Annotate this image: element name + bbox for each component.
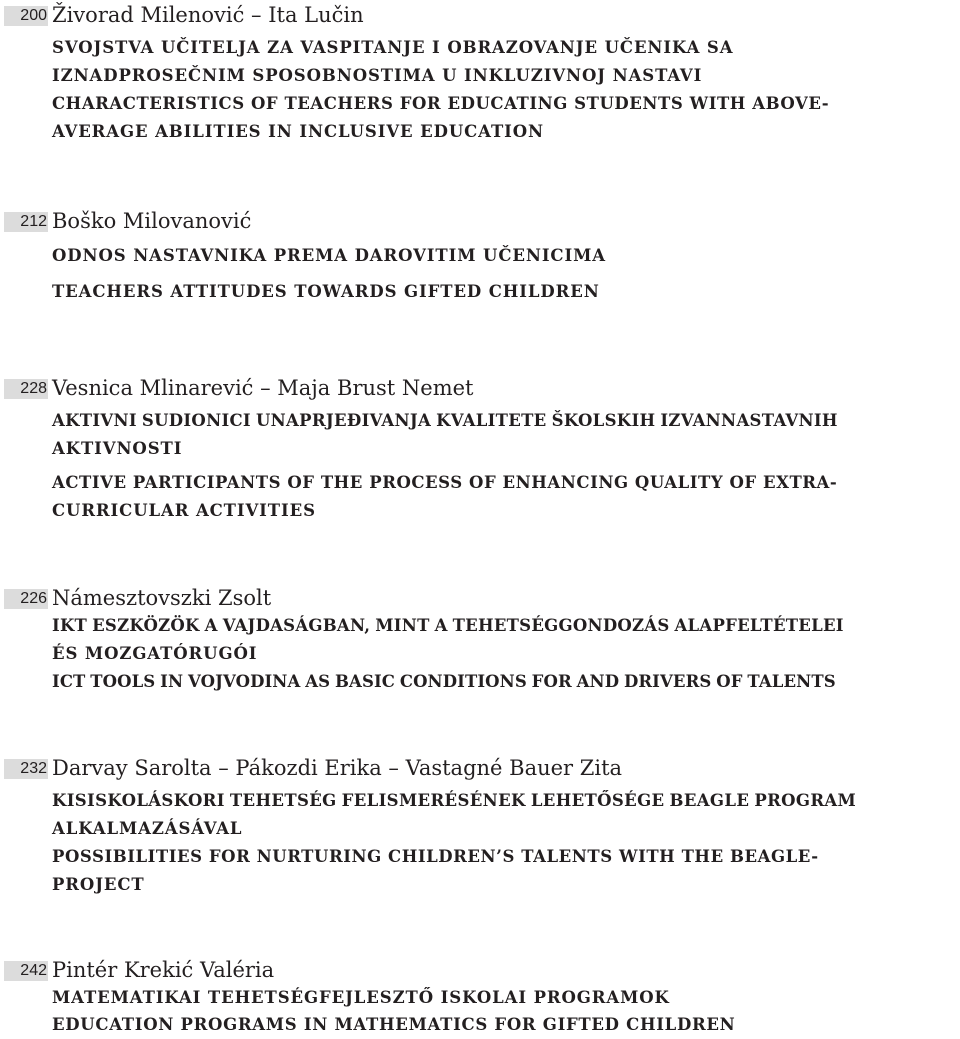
entry-title-line: ALKALMAZÁSÁVAL (52, 819, 243, 838)
entry-authors: Boško Milovanović (52, 209, 252, 233)
entry-title-line: AKTIVNOSTI (52, 439, 183, 458)
entry-title-line: AVERAGE ABILITIES IN INCLUSIVE EDUCATION (52, 122, 545, 141)
entry-title-line: CURRICULAR ACTIVITIES (52, 501, 316, 520)
entry-title-line: IKT ESZKÖZÖK A VAJDASÁGBAN, MINT A TEHETSÉGGONDOZÁS ALAPFELTÉTELEI (52, 616, 844, 635)
entry-title-line: PROJECT (52, 875, 145, 894)
entry-title-line: TEACHERS ATTITUDES TOWARDS GIFTED CHILDREN (52, 282, 600, 301)
entry-title-line: ICT TOOLS IN VOJVODINA AS BASIC CONDITIONS FOR AND DRIVERS OF TALENTS (52, 672, 836, 691)
entry-title-line: SVOJSTVA UČITELJA ZA VASPITANJE I OBRAZOVANJE UČENIKA SA (52, 38, 734, 57)
entry-title-line: EDUCATION PROGRAMS IN MATHEMATICS FOR GIFTED CHILDREN (52, 1015, 736, 1034)
page-number: 232 (4, 759, 48, 779)
entry-authors: Námesztovszki Zsolt (52, 586, 272, 610)
entry-title-line: KISISKOLÁSKORI TEHETSÉG FELISMERÉSÉNEK LEHETŐSÉGE BEAGLE PROGRAM (52, 791, 857, 810)
entry-authors: Živorad Milenović – Ita Lučin (52, 3, 364, 27)
entry-authors: Pintér Krekić Valéria (52, 958, 275, 982)
page-number: 200 (4, 6, 48, 26)
entry-title-line: ÉS MOZGATÓRUGÓI (52, 644, 258, 663)
entry-title-line: MATEMATIKAI TEHETSÉGFEJLESZTŐ ISKOLAI PROGRAMOK (52, 988, 670, 1007)
page-number: 228 (4, 379, 48, 399)
page-number: 242 (4, 961, 48, 981)
entry-title-line: ODNOS NASTAVNIKA PREMA DAROVITIM UČENICIMA (52, 246, 606, 265)
entry-title-line: POSSIBILITIES FOR NURTURING CHILDREN’S TALENTS WITH THE BEAGLE- (52, 847, 819, 866)
page-number: 226 (4, 589, 48, 609)
entry-authors: Darvay Sarolta – Pákozdi Erika – Vastagné Bauer Zita (52, 756, 623, 780)
entry-title-line: CHARACTERISTICS OF TEACHERS FOR EDUCATING STUDENTS WITH ABOVE- (52, 94, 830, 113)
entry-title-line: ACTIVE PARTICIPANTS OF THE PROCESS OF ENHANCING QUALITY OF EXTRA- (52, 473, 838, 492)
entry-title-line: IZNADPROSEČNIM SPOSOBNOSTIMA U INKLUZIVNOJ NASTAVI (52, 66, 703, 85)
page-number: 212 (4, 212, 48, 232)
entry-authors: Vesnica Mlinarević – Maja Brust Nemet (52, 376, 474, 400)
entry-title-line: AKTIVNI SUDIONICI UNAPRJEĐIVANJA KVALITETE ŠKOLSKIH IZVANNASTAVNIH (52, 411, 838, 430)
